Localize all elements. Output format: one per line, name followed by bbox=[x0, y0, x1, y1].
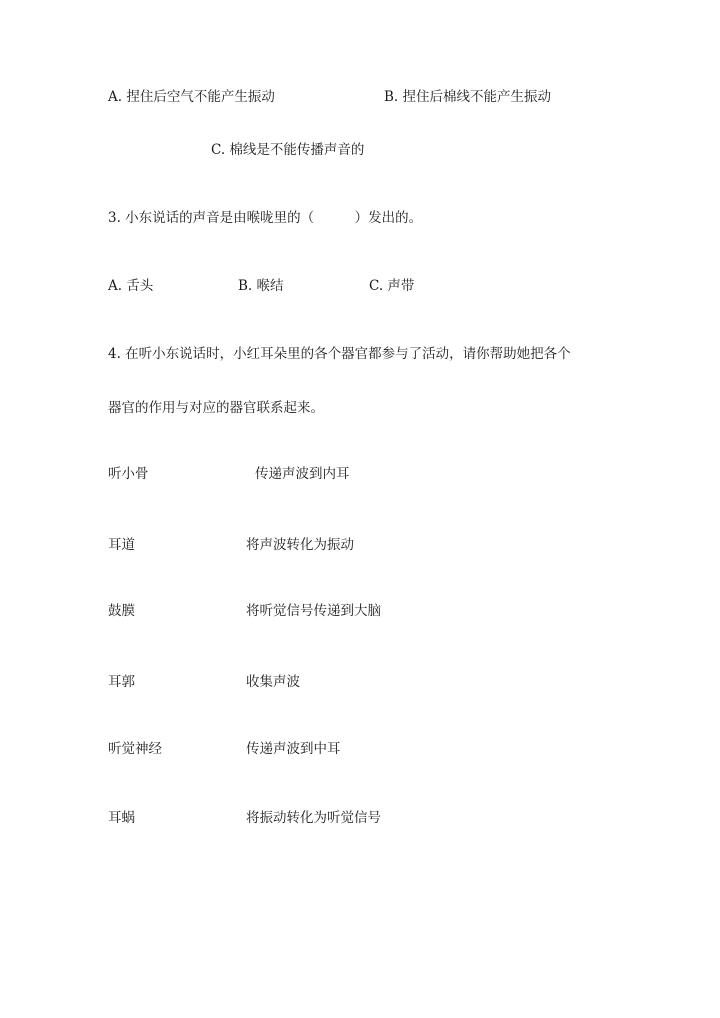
q4-question-line2: 器官的作用与对应的器官联系起来。 bbox=[108, 400, 324, 416]
function-item: 传递声波到中耳 bbox=[246, 741, 341, 757]
organ-item: 听小骨 bbox=[108, 466, 149, 482]
q3-option-c: C. 声带 bbox=[369, 278, 415, 294]
function-item: 传递声波到内耳 bbox=[255, 466, 350, 482]
q2-option-b: B. 捏住后棉线不能产生振动 bbox=[384, 89, 552, 105]
function-item: 将声波转化为振动 bbox=[246, 537, 354, 553]
q3-option-a: A. 舌头 bbox=[108, 278, 154, 294]
organ-item: 耳郭 bbox=[108, 674, 135, 690]
function-item: 将听觉信号传递到大脑 bbox=[246, 603, 381, 619]
organ-item: 鼓膜 bbox=[108, 603, 135, 619]
organ-item: 听觉神经 bbox=[108, 741, 162, 757]
organ-item: 耳蜗 bbox=[108, 810, 135, 826]
organ-item: 耳道 bbox=[108, 537, 135, 553]
q3-option-b: B. 喉结 bbox=[238, 278, 284, 294]
function-item: 将振动转化为听觉信号 bbox=[246, 810, 381, 826]
q4-question-line1: 4. 在听小东说话时，小红耳朵里的各个器官都参与了活动，请你帮助她把各个 bbox=[108, 346, 571, 362]
q2-option-c: C. 棉线是不能传播声音的 bbox=[211, 142, 365, 158]
q2-option-a: A. 捏住后空气不能产生振动 bbox=[108, 89, 275, 105]
q3-question: 3. 小东说话的声音是由喉咙里的（ ）发出的。 bbox=[108, 210, 423, 226]
function-item: 收集声波 bbox=[246, 674, 300, 690]
